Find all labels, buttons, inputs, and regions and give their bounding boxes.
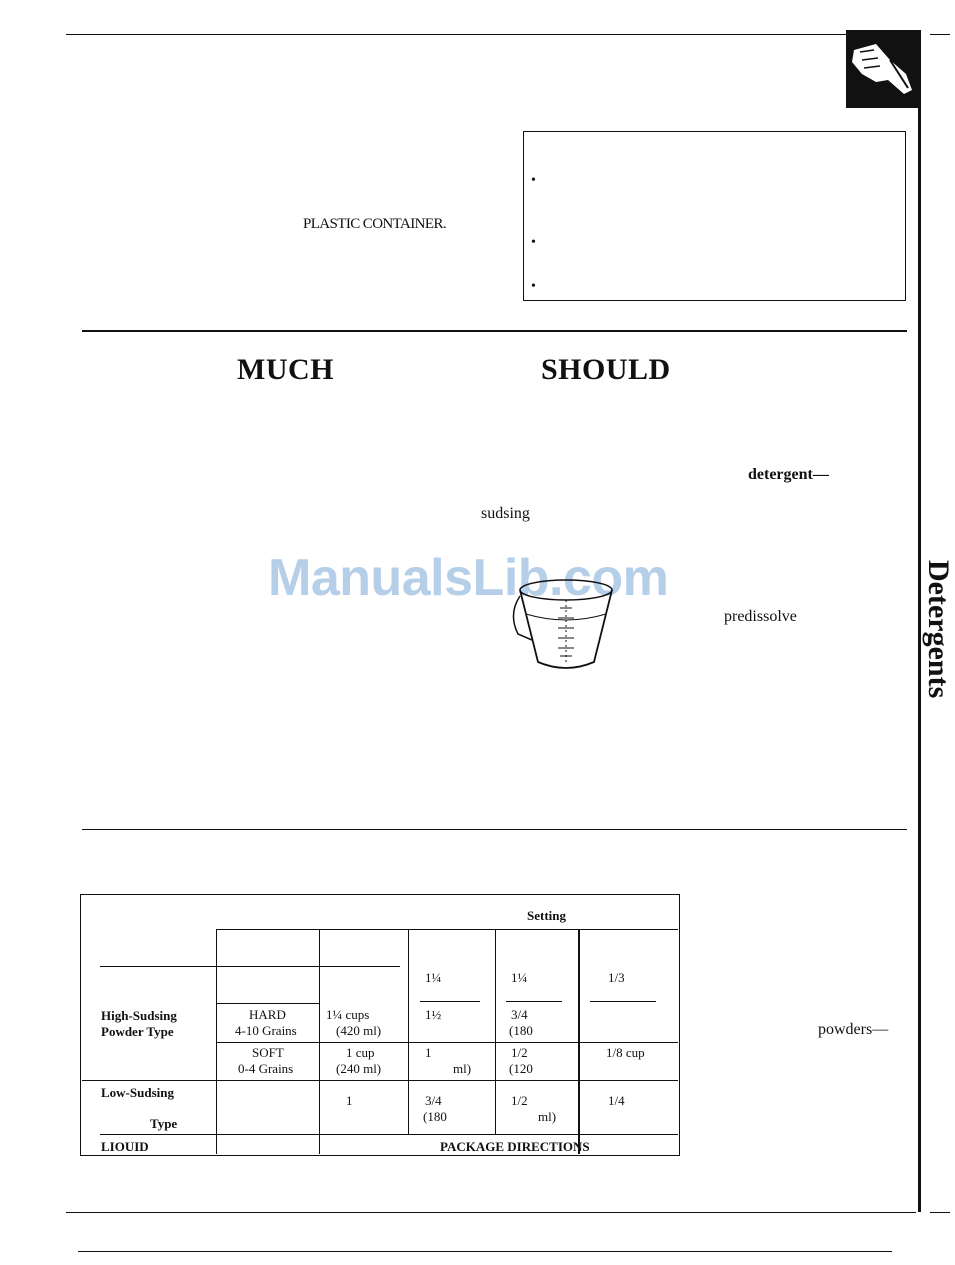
table-rule [216,1003,320,1004]
plastic-container-text: PLASTIC CONTAINER. [303,216,447,232]
table-rule [82,1080,678,1081]
table-rule [590,1001,656,1002]
note-bullet: • [531,173,536,188]
table-rule [420,1001,480,1002]
table-rule [100,1134,678,1135]
table-rule [100,966,400,967]
section-heading-word: MUCH [237,353,334,386]
powders-text: powders— [818,1021,889,1038]
measuring-cup-illustration [508,574,620,674]
table-cell: ml) [538,1109,557,1124]
table-setting-header: Setting [527,908,566,923]
table-cell: 1 cup [346,1045,375,1060]
predissolve-text: predissolve [724,608,797,625]
table-cell: (180 [509,1023,533,1038]
table-cell: (240 ml) [336,1061,382,1076]
section-heading-word: SHOULD [541,353,671,386]
table-cell: (180 [423,1109,447,1124]
table-cell: SOFT [252,1045,284,1060]
top-rule-right [930,34,950,35]
table-cell: 1/2 [511,1093,528,1108]
table-cell: ml) [453,1061,472,1076]
table-row-label: LIOUID [101,1139,149,1154]
table-rule [216,1042,678,1043]
bottom-rule-right [930,1212,950,1213]
table-cell: PACKAGE DIRECTIONS [440,1139,590,1154]
note-bullet: • [531,279,536,294]
hand-icon [846,30,918,108]
table-rule [506,1001,562,1002]
top-rule [66,34,916,35]
table-cell: 1 [425,1045,432,1060]
table-row-label: High-Sudsing [101,1008,177,1023]
note-bullet: • [531,235,536,250]
table-col-rule [216,929,217,1154]
table-cell: 1/2 [511,1045,528,1060]
table-row-label: Type [150,1116,178,1131]
table-cell: 3/4 [425,1093,442,1108]
table-cell: (120 [509,1061,533,1076]
table-row-label: Powder Type [101,1024,174,1039]
watermark: ManualsLib.com [268,549,669,607]
table-cell: 1 [346,1093,353,1108]
table-cell: 3/4 [511,1007,528,1022]
section-divider [82,330,907,332]
bottom-rule [66,1212,916,1213]
side-tab-label: Detergents [922,560,955,699]
table-cell: 0-4 Grains [238,1061,294,1076]
table-cell: 1/3 [608,970,625,985]
notes-box [523,131,906,301]
table-cell: 1¼ [511,970,528,985]
table-cell: 4-10 Grains [235,1023,297,1038]
table-col-rule [319,929,320,1154]
table-cell: 1¼ [425,970,442,985]
sudsing-text: sudsing [481,505,530,522]
section-divider [82,829,907,830]
table-cell: (420 ml) [336,1023,382,1038]
table-col-rule [408,929,409,1134]
table-cell: 1/4 [608,1093,625,1108]
table-cell: 1¼ cups [326,1007,370,1022]
table-cell: HARD [249,1007,286,1022]
table-col-rule [495,929,496,1134]
table-col-rule [578,929,580,1154]
footer-rule [78,1251,892,1252]
table-row-label: Low-Sudsing [101,1085,174,1100]
detergent-text: detergent— [748,466,829,483]
table-rule [216,929,678,930]
table-cell: 1/8 cup [606,1045,645,1060]
table-cell: 1½ [425,1007,442,1022]
